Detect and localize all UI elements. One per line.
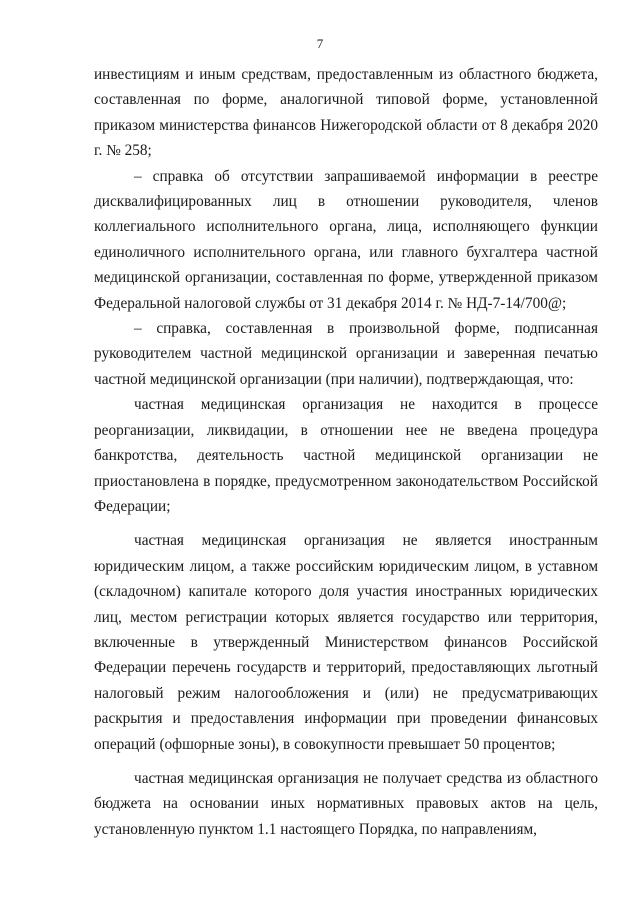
- paragraph-no-other-budget-funds: частная медицинская организация не получает средства из областного бюджета на основании иных нормативных правовых актов на цель, установленную пунктом 1.1 настоящего Порядка, по направлениям,: [94, 769, 598, 838]
- paragraph-disqualified-registry-certificate: – справка об отсутствии запрашиваемой информации в реестре дисквалифицированных лиц в отношении руководителя, членов коллегиального исполнительного органа, лица, исполняющего функции единоличного исполнительного органа, или главного бухгалтера частной медицинской организации, составленная по форме, утвержденной приказом Федеральной налоговой службы от 31 декабря 2014 г. № НД-7-14/700@;: [94, 167, 598, 312]
- paragraph-free-form-certificate: – справка, составленная в произвольной форме, подписанная руководителем частной медицинской организации и заверенная печатью частной медицинской организации (при наличии), подтверждающая, что:: [94, 320, 598, 388]
- paragraph-not-in-reorganization: частная медицинская организация не находится в процессе реорганизации, ликвидации, в отношении нее не введена процедура банкротства, деятельность частной медицинской организации не приостановлена в порядке, предусмотренном законодательством Российской Федерации;: [94, 396, 598, 515]
- paragraph-not-foreign-entity: частная медицинская организация не является иностранным юридическим лицом, а также российским юридическим лицом, в уставном (складочном) капитале которого доля участия иностранных юридических лиц, местом регистрации которых является государство или территория, включенные в утвержденный Министерством финансов Российской Федерации перечень государств и территорий, предоставляющих льготный налоговый режим налогообложения и (или) не предусматривающих раскрытия и предоставления информации при проведении финансовых операций (офшорные зоны), в совокупности превышает 50 процентов;: [94, 532, 598, 753]
- paragraph-continuation: инвестициям и иным средствам, предоставленным из областного бюджета, составленная по форме, аналогичной типовой форме, установленной приказом министерства финансов Нижегородской области от 8 декабря 2020 г. № 258;: [94, 66, 598, 160]
- document-body: [94, 62, 598, 842]
- page-number: 7: [316, 36, 324, 51]
